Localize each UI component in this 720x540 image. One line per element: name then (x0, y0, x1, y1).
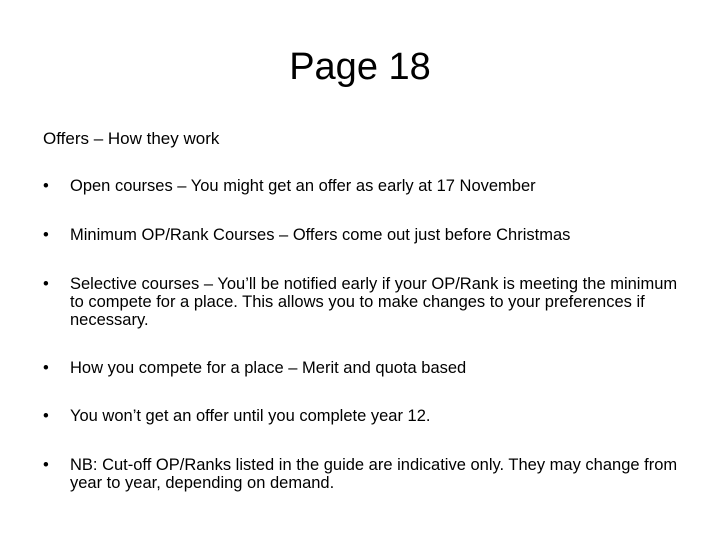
bullet-icon: • (43, 226, 49, 244)
bullet-item-how-you-compete (43, 359, 683, 377)
bullet-text: How you compete for a place – Merit and quota based (70, 359, 467, 377)
bullet-item-nb-cutoff (43, 456, 683, 492)
bullet-text: Open courses – You might get an offer as early at 17 November (70, 177, 536, 195)
bullet-icon: • (43, 407, 49, 425)
bullet-icon: • (43, 177, 49, 195)
bullet-text: You won’t get an offer until you complete year 12. (70, 407, 431, 425)
page-title: Page 18 (289, 46, 431, 88)
bullet-item-open-courses (43, 177, 683, 195)
bullet-item-minimum-courses (43, 226, 683, 244)
bullet-text: Minimum OP/Rank Courses – Offers come out just before Christmas (70, 226, 571, 244)
bullet-text: NB: Cut-off OP/Ranks listed in the guide are indicative only. They may change from year to year, depending on demand. (70, 456, 678, 492)
bullet-icon: • (43, 275, 49, 293)
section-heading: Offers – How they work (43, 129, 220, 148)
bullet-item-year-12 (43, 407, 683, 425)
bullet-icon: • (43, 456, 49, 474)
bullet-icon: • (43, 359, 49, 377)
bullet-item-selective-courses (43, 275, 683, 329)
bullet-text: Selective courses – You’ll be notified early if your OP/Rank is meeting the minimum to compete for a place. This allows you to make changes to your preferences if necessary. (70, 275, 678, 329)
